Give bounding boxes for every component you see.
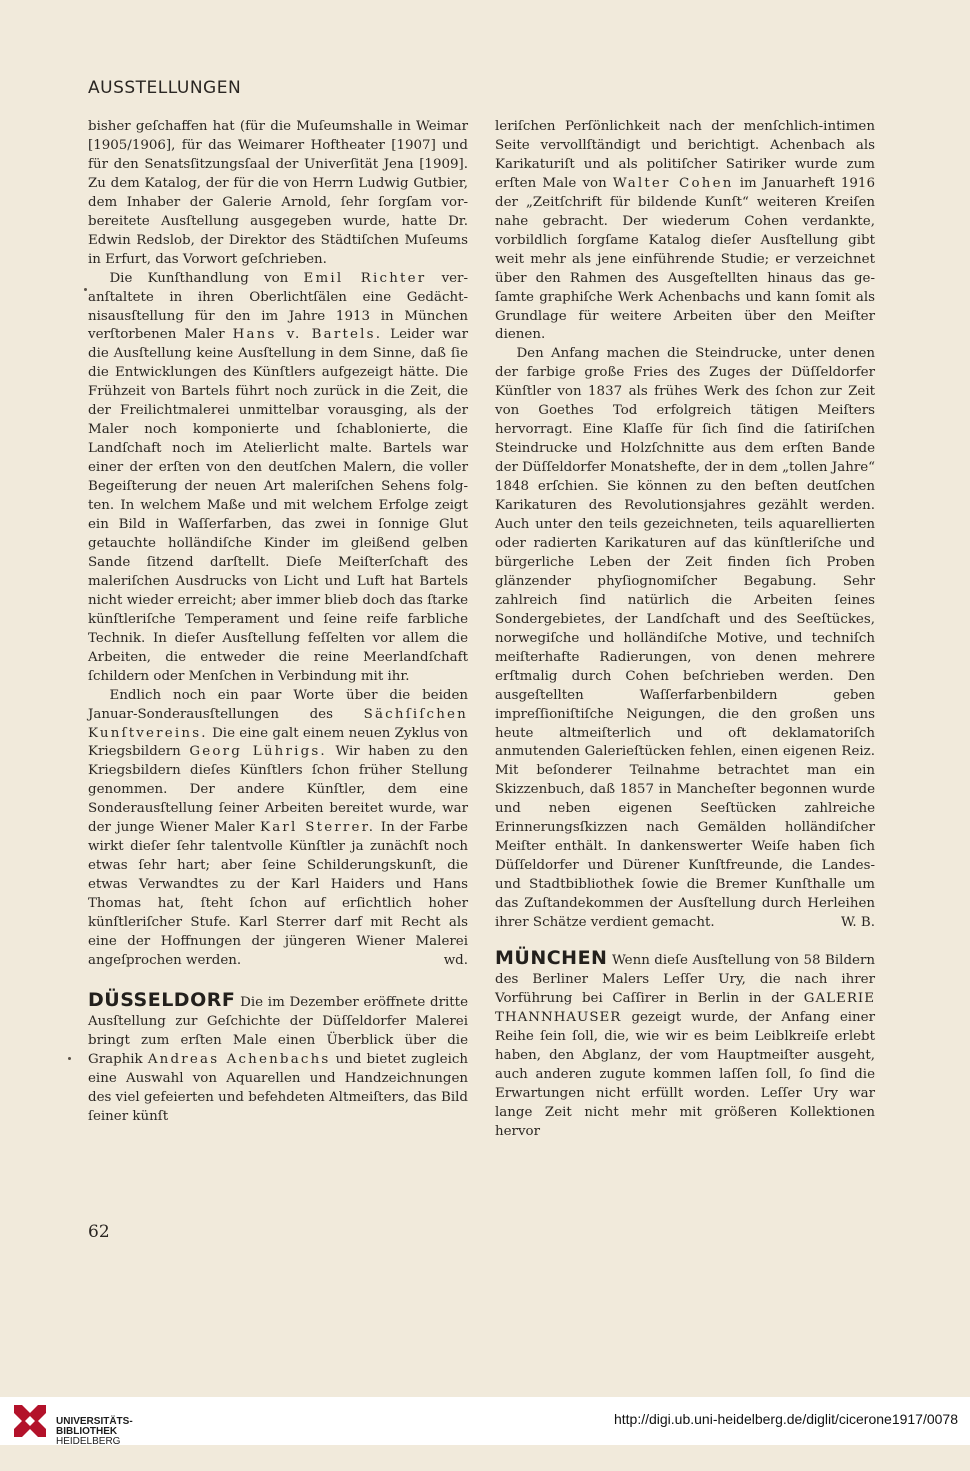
footer-bar	[0, 1397, 970, 1445]
city-heading: DÜSSELDORF	[88, 988, 236, 1011]
person-name: Walter Cohen	[612, 175, 734, 191]
right-column	[495, 118, 875, 1142]
section-paragraph: DÜSSELDORF Die im Dezember eröffnete dritte Ausſtellung zur Geſchichte der Düſſeldorfer Malerei bringt zum erſten Male einen Überblick über die Graphik Andreas Achenbachs und bietet zugleich eine Auswahl von Aquarellen und Handzeichnungen des viel gefeierten und befehdeten Altmeiſters, das Bild ſeiner künſt	[88, 988, 468, 1124]
library-logo-icon	[10, 1401, 50, 1441]
paragraph: Den Anfang machen die Steindrucke, unter denen der farbige große Fries des Zuges der Düſſeldorfer Künſtler von 1837 als frühes Werk des ſchon zur Zeit von Goethes Tod erfolgreich tätigen Meiſters hervorragt. Eine Klaſſe für ſich ſind die ſatiriſchen Steindrucke und Holzſchnitte aus dem erſten Bande der Düſſeldorfer Monatshefte, der in dem „tollen Jahre“ 1848 erſchien. Sie können zu den beſten deutſchen Karikaturen des Revolutionsjahres gezählt werden. Auch unter den teils gezeichneten, teils aquarellierten oder radierten Karikaturen auf das künſtleriſche und bürgerliche Leben der Zeit finden ſich Proben glänzender phyſiognomiſcher Begabung. Sehr zahlreich ſind natürlich die Arbeiten ſeines Sondergebietes, der Landſchaft und des Seeſtückes, norwegiſche und holländiſche Motive, und techniſch meiſterhafte Radierungen, von denen mehrere erſtmalig durch Cohen beſchrieben werden. Den ausgeſtellten Waſſerfarbenbildern geben impreſſioniſtiſche Neigungen, die den großen uns heute altmeiſterlich und oft deklamatoriſch anmutenden Galerieſtücken fehlen, einen eigenen Reiz. Mit beſonderer Teilnahme betrachtet man ein Skizzenbuch, daß 1857 in Mancheſter begonnen wurde und neben eigenen Seeſtücken zahlreiche Erinnerungsſkizzen nach Gemälden holländiſcher Meiſter enthält. In dankenswerter Weiſe haben ſich Düſſeldorfer und Dürener Kunſtfreunde, die Landes- und Stadtbibliothek ſowie die Bremer Kunſthalle um das Zuſtandekommen der Ausſtellung durch Herleihen ihrer Schätze verdient gemacht. W. B.	[495, 345, 875, 933]
scan-speck	[68, 1057, 71, 1060]
section-gap	[88, 971, 468, 991]
person-name: Karl Sterrer.	[260, 820, 376, 836]
section-paragraph: MÜNCHEN Wenn dieſe Ausſtellung von 58 Bildern des Berliner Malers Leſſer Ury, die nach ihrer Vorführung bei Caſſirer in Berlin in der GALERIE THANNHAUSER gezeigt wurde, der Anfang einer Reihe ſein ſoll, die, wie wir es beim Leiblkreiſe erlebt haben, den Abglanz, der vom Hauptmeiſter ausgeht, auch anderen zugute kommen laſſen ſoll, ſo ſind die Erwartungen nicht erfüllt worden. Leſſer Ury war lange Zeit nicht mehr mit größeren Kollektionen hervor	[495, 946, 875, 1139]
person-name: Andreas Achenbachs	[147, 1051, 331, 1067]
paragraph: Die Kunſthandlung von Emil Richter veranſtaltete in ihren Oberlichtſälen eine Gedächtnisausſtellung für den im Jahre 1913 in München verſtorbenen Maler Hans v. Bartels. Leider war die Ausſtellung keine Ausſtellung in dem Sinne, daß ſie die Entwicklungen des Künſtlers aufgezeigt hätte. Die Frühzeit von Bartels führt noch zurück in die Zeit, die der Freilichtmalerei unmittelbar vorausging, als der Maler noch komponierte und ſchablonierte, die Landſchaft noch im Atelierlicht malte. Bartels war einer der erſten von den deutſchen Malern, die voller Begeiſterung der neuen Art maleriſchen Sehens folgten. In welchem Maße und mit welchem Erfolge zeigt ein Bild in Waſſerfarben, das zwei in ſonnige Glut getauchte holländiſche Kinder im gleißend gelben Sande ſitzend darſtellt. Dieſe Meiſterſchaft des maleriſchen Ausdrucks von Licht und Luft hat Bartels nicht wieder erreicht; aber immer blieb doch das ſtarke künſtleriſche Temperament und ſeine reife farbliche Technik. In dieſer Ausſtellung feſſelten vor allem die Arbeiten, die entweder die reine Meerlandſchaft ſchildern oder Menſchen in Verbindung mit ihr.	[88, 270, 469, 684]
author-signature: W. B.	[840, 915, 875, 931]
person-name: Emil Richter	[303, 270, 427, 286]
source-url-link[interactable]: http://digi.ub.uni-heidelberg.de/diglit/cicerone1917/0078	[613, 1411, 958, 1427]
paragraph: bisher geſchaffen hat (für die Muſeumshalle in Weimar [1905/1906], für das Weimarer Hoftheater [1907] und für den Senatsſitzungsſaal der Univerſität Jena [1909]. Zu dem Katalog, der für die von Herrn Ludwig Gutbier, dem Inhaber der Galerie Arnold, ſehr ſorgſam vorbereitete Ausſtellung ausgegeben wurde, hatte Dr. Edwin Redslob, der Direktor des Städtiſchen Muſeums in Erfurt, das Vorwort geſchrieben.	[88, 119, 468, 267]
person-name: Georg Lührigs.	[189, 744, 327, 760]
scan-speck	[84, 288, 87, 291]
institution-name: Sächſiſchen Kunſtvereins.	[88, 706, 468, 741]
library-name: UNIVERSITÄTS- BIBLIOTHEK HEIDELBERG	[56, 1416, 133, 1447]
gallery-name: GALERIE THANNHAUSER	[495, 990, 875, 1025]
paragraph: Endlich noch ein paar Worte über die beiden Januar-Sonderausſtellungen des Sächſiſchen Kunſtvereins. Die eine galt einem neuen Zyklus von Kriegsbildern Georg Lührigs. Wir haben zu den Kriegsbildern dieſes Künſtlers ſchon früher Stellung genommen. Der andere Künſtler, dem eine Sonderausſtellung ſeiner Arbeiten bereitet wurde, war der junge Wiener Maler Karl Sterrer. In der Farbe wirkt dieſer ſehr talentvolle Künſtler ja zunächſt noch etwas ſehr hart; aber ſeine Schilderungskunſt, die etwas Verwandtes zu der Karl Haiders und Hans Thomas hat, ſteht ſchon auf erſichtlich hoher künſtleriſcher Stufe. Karl Sterrer darf mit Recht als eine der Hoffnungen der jüngeren Wiener Malerei angeſprochen werden. wd.	[88, 687, 468, 971]
left-column	[88, 118, 468, 1127]
page-number: 62	[88, 1222, 110, 1242]
paragraph: leriſchen Perſönlichkeit nach der menſchlich-intimen Seite vervollſtändigt und berichtigt. Achenbach als Karikaturiſt und als politiſcher Satiriker wurde zum erſten Male von Walter Cohen im Januarheft 1916 der „Zeitſchrift für bildende Kunſt“ weiteren Kreiſen nahe gebracht. Der wiederum Cohen verdankte, vorbildlich ſorgſame Katalog dieſer Ausſtellung gibt weit mehr als jene einführende Studie; er verzeichnet über den Rahmen des Ausgeſtellten hinaus das geſamte graphiſche Werk Achenbachs und kann ſomit als Grundlage für weitere Arbeiten über den Meiſter dienen.	[495, 119, 875, 343]
author-signature: wd.	[443, 952, 468, 968]
city-heading: MÜNCHEN	[495, 946, 608, 969]
person-name: Hans v. Bartels.	[232, 327, 383, 343]
running-header: AUSSTELLUNGEN	[88, 78, 242, 98]
